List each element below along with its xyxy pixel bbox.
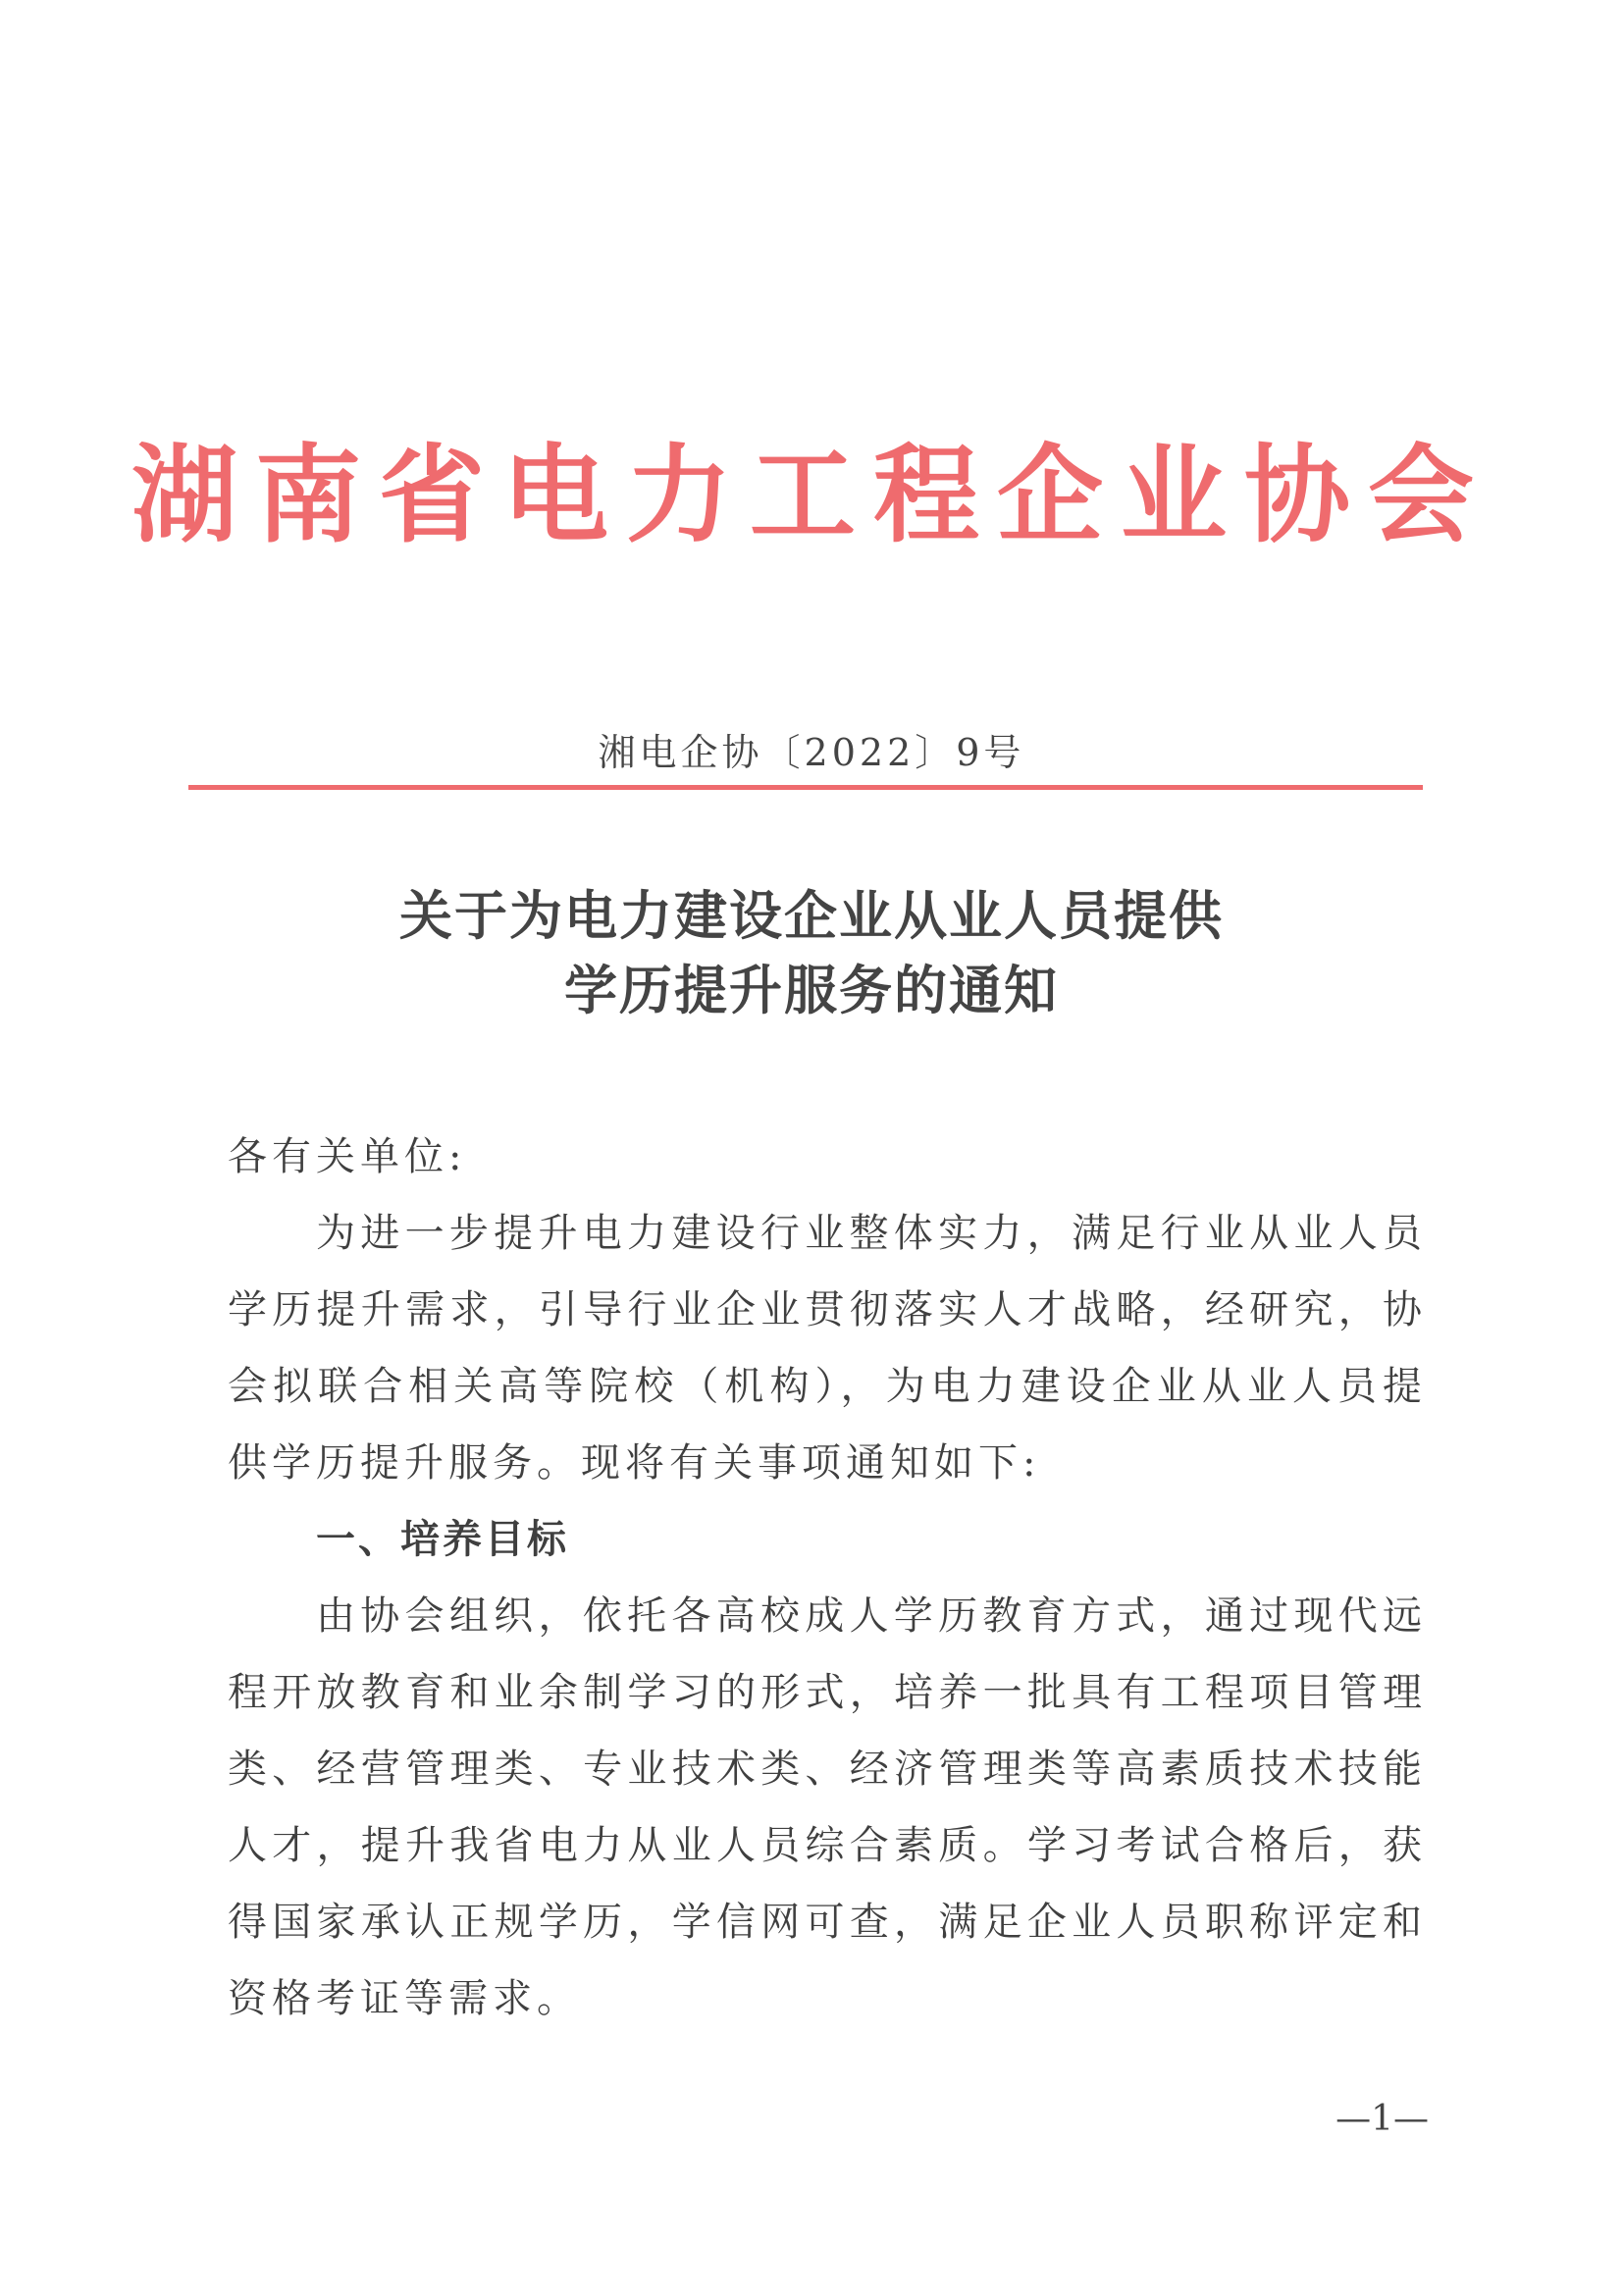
document-body xyxy=(228,1119,1427,2037)
salutation: 各有关单位: xyxy=(228,1134,467,1179)
organization-header: 湖南省电力工程企业协会 xyxy=(131,434,1492,557)
intro-paragraph: 为进一步提升电力建设行业整体实力，满足行业从业人员学历提升需求，引导行业企业贯彻落实人才战略，经研究，协会拟联合相关高等院校（机构），为电力建设企业从业人员提供学历提升服务。现将有关事项通知如下: xyxy=(228,1211,1427,1486)
section-paragraph-training-goals: 由协会组织，依托各高校成人学历教育方式，通过现代远程开放教育和业余制学习的形式，培养一批具有工程项目管理类、经营管理类、专业技术类、经济管理类等高素质技术技能人才，提升我省电力从业人员综合素质。学习考试合格后，获得国家承认正规学历，学信网可查，满足企业人员职称评定和资格考证等需求。 xyxy=(228,1593,1427,2021)
section-heading-training-goals: 一、培养目标 xyxy=(316,1517,569,1562)
document-number: 湘电企协〔2022〕9号 xyxy=(598,731,1025,774)
page-number: —1— xyxy=(1335,2099,1429,2139)
title-line-2: 学历提升服务的通知 xyxy=(564,959,1059,1021)
document-title xyxy=(0,878,1623,1027)
title-line-1: 关于为电力建设企业从业人员提供 xyxy=(399,884,1224,947)
red-divider-line xyxy=(188,785,1423,790)
